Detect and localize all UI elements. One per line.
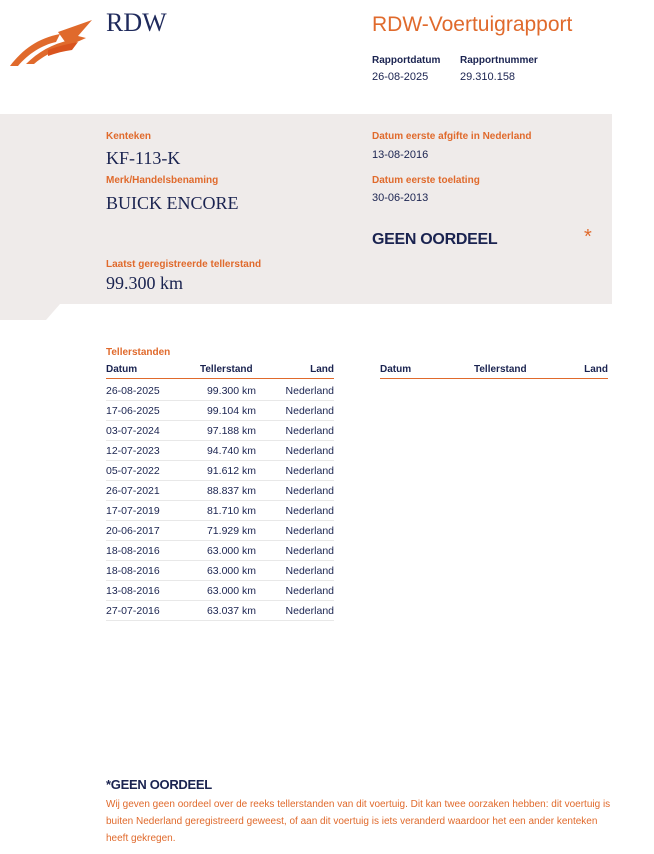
column-odometer: Tellerstand xyxy=(474,364,527,375)
row-date: 27-07-2016 xyxy=(106,605,160,617)
table-row xyxy=(106,542,334,561)
row-odometer: 99.104 km xyxy=(206,405,256,417)
panel-tail-decoration xyxy=(0,304,60,320)
first-admission-value: 30-06-2013 xyxy=(372,192,429,204)
plate-value: KF-113-K xyxy=(106,148,181,168)
report-number: 29.310.158 xyxy=(460,71,516,83)
row-country: Nederland xyxy=(285,505,334,517)
row-date: 13-08-2016 xyxy=(106,585,160,597)
row-date: 05-07-2022 xyxy=(106,465,160,477)
odometer-table-body xyxy=(106,382,334,622)
row-odometer: 94.740 km xyxy=(206,445,256,457)
row-odometer: 63.000 km xyxy=(206,585,256,597)
make-value: BUICK ENCORE xyxy=(106,193,239,213)
row-odometer: 91.612 km xyxy=(206,465,256,477)
last-odometer-label: Laatst geregistreerde tellerstand xyxy=(106,259,262,270)
column-odometer: Tellerstand xyxy=(200,364,253,375)
report-title: RDW-Voertuigrapport xyxy=(372,13,573,36)
row-date: 03-07-2024 xyxy=(106,425,160,437)
odometer-section-title: Tellerstanden xyxy=(106,347,171,358)
row-odometer: 63.037 km xyxy=(206,605,256,617)
footnote-title xyxy=(106,777,212,792)
first-registration-nl-label: Datum eerste afgifte in Nederland xyxy=(372,131,532,142)
verdict: GEEN OORDEEL xyxy=(372,231,498,248)
row-date: 20-06-2017 xyxy=(106,525,160,537)
row-date: 26-07-2021 xyxy=(106,485,160,497)
column-country: Land xyxy=(584,364,608,375)
row-country: Nederland xyxy=(285,585,334,597)
row-country: Nederland xyxy=(285,605,334,617)
column-date: Datum xyxy=(106,364,138,375)
table-row xyxy=(106,422,334,441)
plate-label: Kenteken xyxy=(106,131,152,142)
table-row xyxy=(106,382,334,401)
row-odometer: 81.710 km xyxy=(206,505,256,517)
row-odometer: 97.188 km xyxy=(206,425,256,437)
table-row xyxy=(106,562,334,581)
row-country: Nederland xyxy=(285,485,334,497)
table-row xyxy=(106,522,334,541)
table-row xyxy=(106,582,334,601)
row-country: Nederland xyxy=(285,565,334,577)
row-date: 17-06-2025 xyxy=(106,405,160,417)
first-admission-label: Datum eerste toelating xyxy=(372,175,480,186)
row-country: Nederland xyxy=(285,525,334,537)
table-row xyxy=(106,462,334,481)
row-date: 12-07-2023 xyxy=(106,445,160,457)
row-odometer: 88.837 km xyxy=(206,485,256,497)
row-odometer: 71.929 km xyxy=(206,525,256,537)
row-country: Nederland xyxy=(285,405,334,417)
last-odometer-value: 99.300 km xyxy=(106,273,184,293)
table-row xyxy=(106,502,334,521)
rdw-logo-icon xyxy=(8,20,94,70)
first-registration-nl-value: 13-08-2016 xyxy=(372,149,429,161)
report-date: 26-08-2025 xyxy=(372,71,429,83)
report-date-label: Rapportdatum xyxy=(372,55,441,66)
row-odometer: 63.000 km xyxy=(206,545,256,557)
row-country: Nederland xyxy=(285,545,334,557)
row-odometer: 63.000 km xyxy=(206,565,256,577)
row-country: Nederland xyxy=(285,465,334,477)
row-country: Nederland xyxy=(285,445,334,457)
column-country: Land xyxy=(310,364,334,375)
footnote-title-text: GEEN OORDEEL xyxy=(110,777,212,792)
footnote-marker: * xyxy=(106,777,111,792)
row-date: 26-08-2025 xyxy=(106,385,160,397)
row-country: Nederland xyxy=(285,425,334,437)
vehicle-summary-panel xyxy=(0,114,612,304)
table-row xyxy=(106,482,334,501)
row-date: 18-08-2016 xyxy=(106,545,160,557)
row-country: Nederland xyxy=(285,385,334,397)
brand-name: RDW xyxy=(106,8,167,37)
column-date: Datum xyxy=(380,364,412,375)
odometer-table-header-right xyxy=(380,364,608,379)
table-row xyxy=(106,602,334,621)
row-date: 17-07-2019 xyxy=(106,505,160,517)
verdict-footnote-marker: * xyxy=(584,226,592,248)
table-row xyxy=(106,402,334,421)
make-label: Merk/Handelsbenaming xyxy=(106,175,219,186)
footnote-text: Wij geven geen oordeel over de reeks tellerstanden van dit voertuig. Dit kan twee oorzaken hebben: dit voertuig is buiten Nederland geregistreerd geweest, of aan dit voertuig is iets veranderd waardoor het een ander kenteken heeft gekregen. xyxy=(106,799,611,844)
row-odometer: 99.300 km xyxy=(206,385,256,397)
table-row xyxy=(106,442,334,461)
odometer-table-header-left xyxy=(106,364,334,379)
report-number-label: Rapportnummer xyxy=(460,55,538,66)
row-date: 18-08-2016 xyxy=(106,565,160,577)
